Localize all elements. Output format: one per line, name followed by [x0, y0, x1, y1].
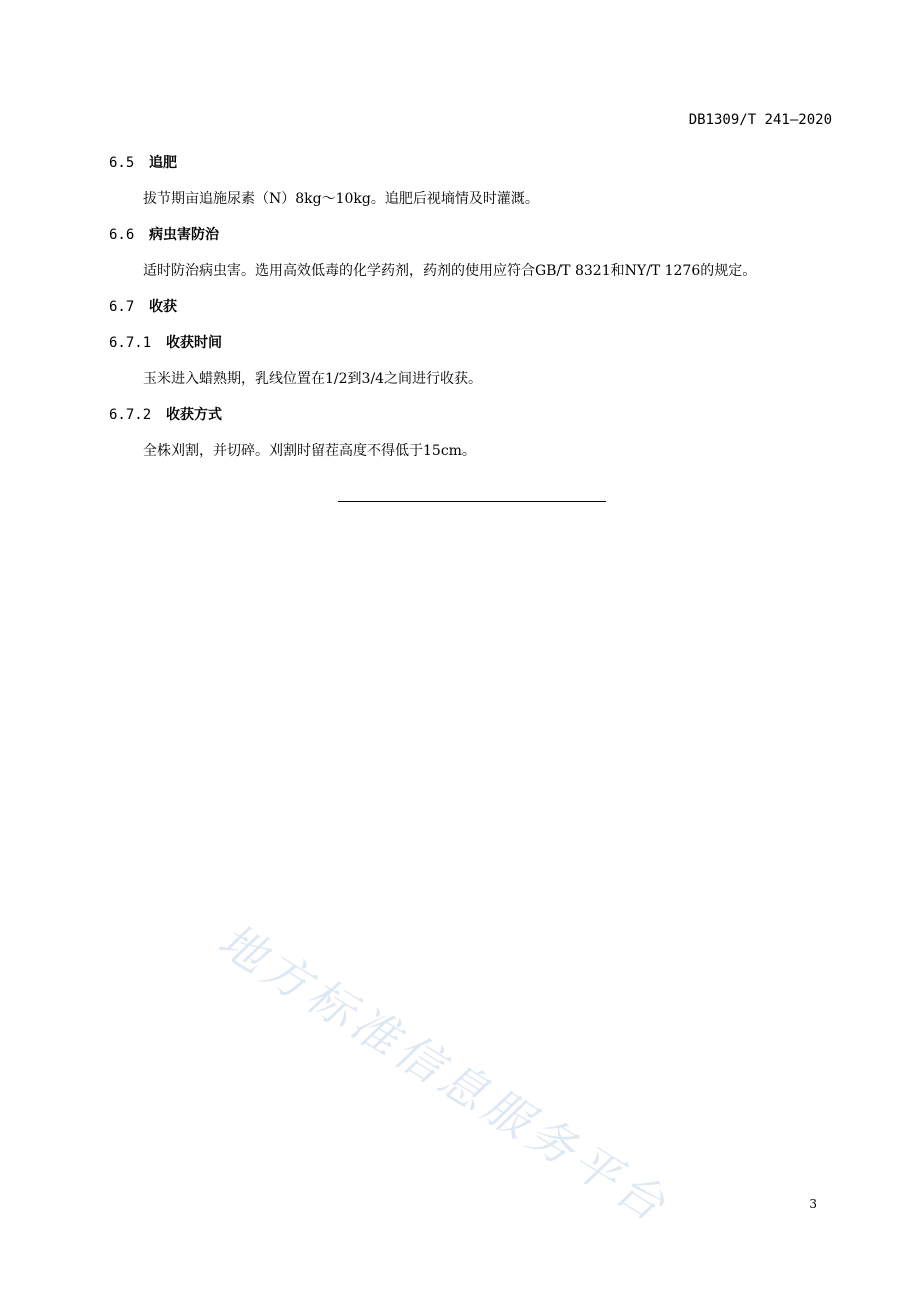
section-heading-6-7-1: [109, 332, 222, 352]
section-heading-6-7-2: [109, 404, 222, 424]
section-number: 6.7: [109, 299, 135, 315]
section-body-6-7-1: 玉米进入蜡熟期，乳线位置在1/2到3/4之间进行收获。: [143, 371, 483, 387]
section-body-6-7-2: 全株刈割，并切碎。刈割时留茬高度不得低于15cm。: [143, 443, 476, 459]
section-heading-6-5: [109, 152, 177, 172]
page-number: 3: [809, 1197, 817, 1211]
section-body-6-5: 拔节期亩追施尿素（N）8kg～10kg。追肥后视墒情及时灌溉。: [143, 191, 539, 207]
section-number: 6.5: [109, 155, 135, 171]
end-of-document-rule: [338, 501, 606, 502]
section-number: 6.7.2: [109, 407, 152, 423]
section-heading-6-7: [109, 296, 177, 316]
section-title: 收获时间: [166, 335, 222, 351]
section-number: 6.6: [109, 227, 135, 243]
document-code: DB1309/T 241—2020: [688, 112, 832, 128]
section-title: 收获方式: [166, 407, 222, 423]
section-heading-6-6: [109, 224, 219, 244]
section-body-6-6: 适时防治病虫害。选用高效低毒的化学药剂，药剂的使用应符合GB/T 8321和NY/T 1276的规定。: [143, 263, 757, 279]
section-title: 追肥: [149, 155, 177, 171]
watermark: 地方标准信息服务平台: [209, 912, 679, 1234]
section-number: 6.7.1: [109, 335, 152, 351]
section-title: 病虫害防治: [149, 227, 219, 243]
section-title: 收获: [149, 299, 177, 315]
